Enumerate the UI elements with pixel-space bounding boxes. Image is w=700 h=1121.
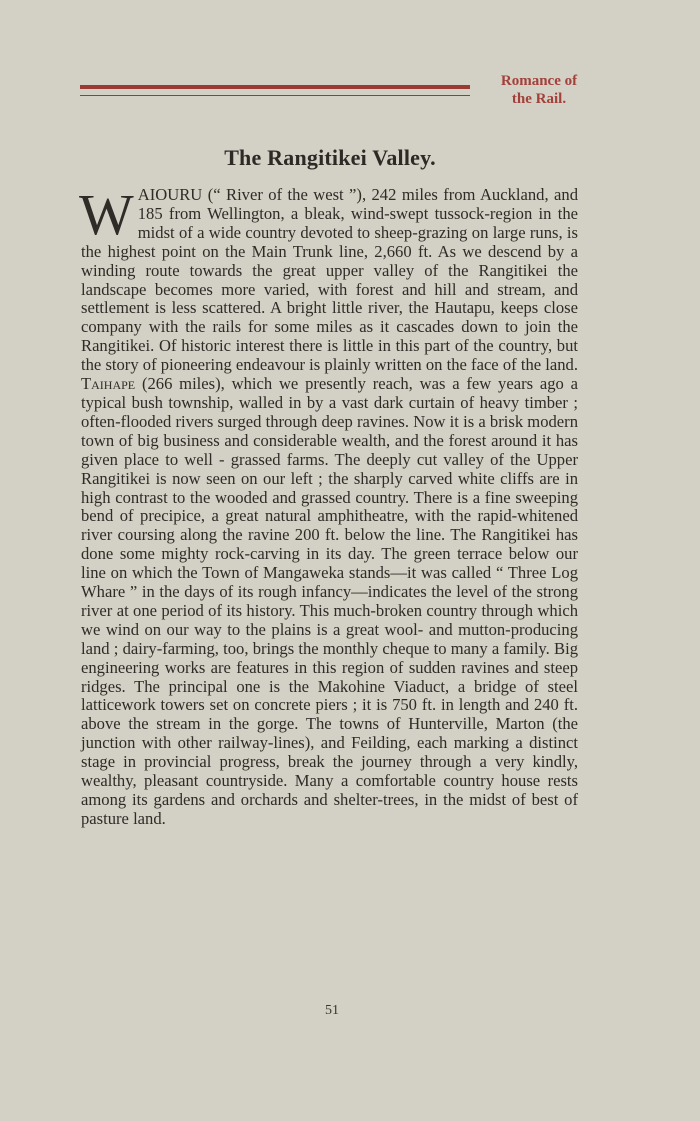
running-head-line-2: the Rail.: [511, 91, 567, 107]
body-text-part-1: AIOURU (“ River of the west ”), 242 miles from Auckland, and 185 from Wellington, a bleak, wind-swept tussock-region in the midst of a wide country devoted to sheep-grazing on large runs, is the highest point on the Main Trunk line, 2,660 ft. As we descend by a winding route towards the great upper valley of the Rangitikei the landscape becomes more varied, with forest and hill and stream, and settlement is less scattered. A bright little river, the Hautapu, keeps close company with the rails for some miles as it cascades down to join the Rangitikei. Of historic interest there is little in this part of the country, but the story of pioneering endeavour is plainly written on the face of the land.: [81, 185, 578, 375]
body-paragraph: [79, 182, 578, 829]
header-rule-thin: [80, 95, 470, 96]
running-head: [484, 72, 594, 108]
page-number: 51: [325, 1003, 339, 1018]
chapter-title: The Rangitikei Valley.: [224, 145, 436, 170]
running-head-line-1: Romance of: [500, 73, 578, 89]
body-text-part-2: (266 miles), which we presently reach, was a few years ago a typical bush township, walled in by a vast dark curtain of heavy timber ; often-flooded rivers surged through deep ravines. Now it is a brisk modern town of big business and considerable wealth, and the forest around it has given place to well - grassed farms. The deeply cut valley of the Upper Rangitikei is now seen on our left ; the sharply carved white cliffs are in high contrast to the wooded and grassed country. There is a fine sweeping bend of precipice, a great natural amphitheatre, with the rapid-whitened river coursing along the ravine 200 ft. below the line. The Rangitikei has done some mighty rock-carving in its day. The green terrace below our line on which the Town of Mangaweka stands—it was called “ Three Log Whare ” in the days of its rough infancy—indicates the level of the strong river at one period of its history. This much-broken country through which we wind on our way to the plains is a great wool- and mutton-producing land ; dairy-farming, too, brings the monthly cheque to many a family. Big engineering works are features in this region of sudden ravines and steep ridges. The principal one is the Makohine Viaduct, a bridge of steel latticework towers set on concrete piers ; it is 750 ft. in length and 240 ft. above the stream in the gorge. The towns of Hunterville, Marton (the junction with other railway-lines), and Feilding, each marking a distinct stage in provincial progress, break the journey through a very kindly, wealthy, pleasant countryside. Many a comfortable country house rests among its gardens and orchards and shelter-trees, in the midst of best of pasture land.: [81, 374, 578, 828]
place-name-small-caps: Taihape: [81, 374, 136, 394]
header-rule-thick: [80, 85, 470, 89]
drop-cap: W: [79, 182, 134, 247]
